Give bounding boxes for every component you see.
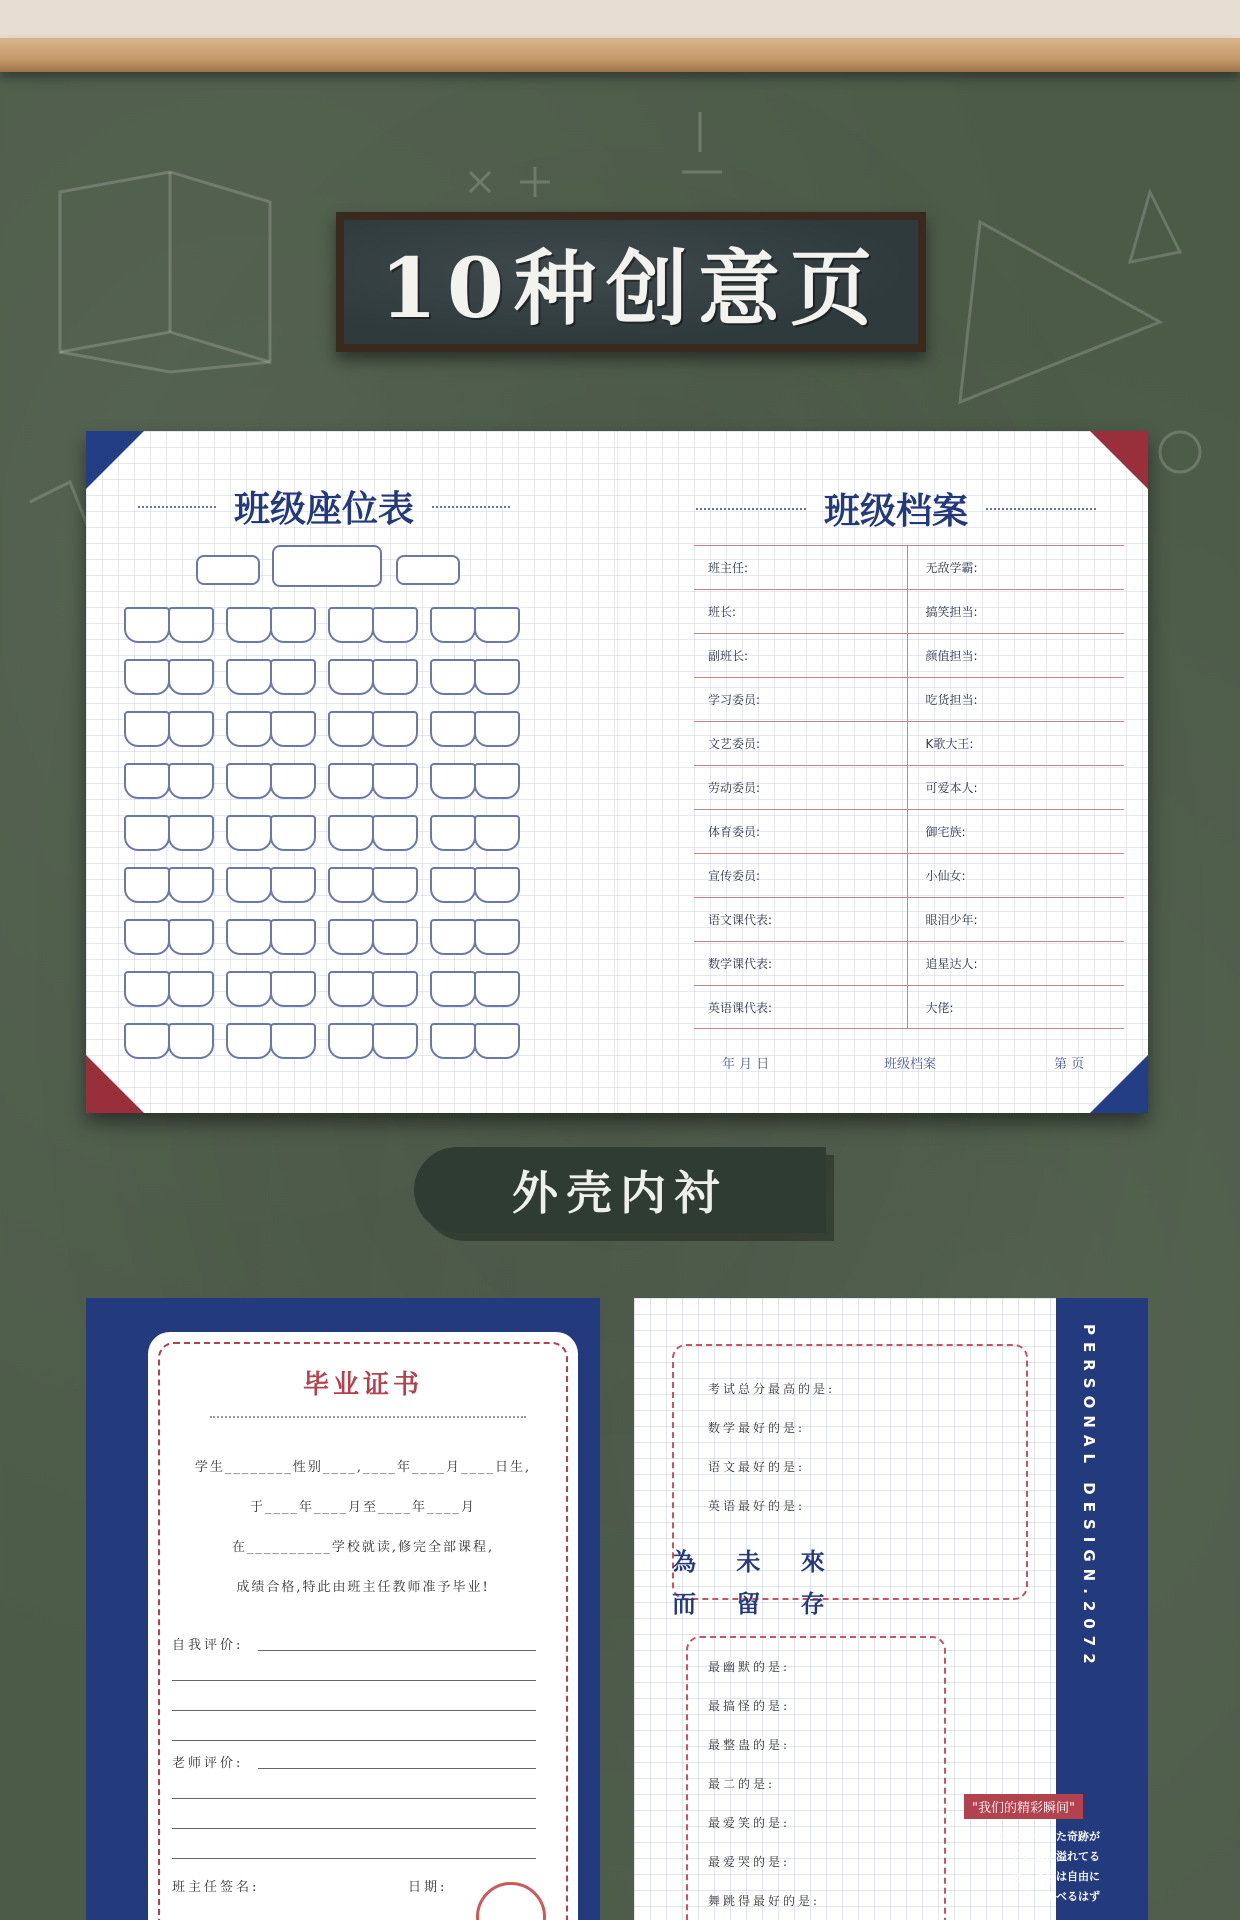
lyric-line: この胸に溢れてる xyxy=(1012,1850,1100,1863)
question-item: 最搞怪的是: xyxy=(708,1699,791,1713)
seat-group xyxy=(226,763,314,799)
question-item: 考试总分最高的是: xyxy=(708,1382,836,1396)
corner-bottom-right xyxy=(1090,1055,1148,1113)
certificate-card xyxy=(148,1332,578,1920)
archive-row xyxy=(694,985,1124,1029)
seat xyxy=(270,971,316,1007)
cert-date-label: 日期: xyxy=(408,1880,448,1895)
archive-field: 无敌学霸: xyxy=(907,546,1125,589)
seat xyxy=(124,711,170,747)
seat xyxy=(430,971,476,1007)
seat-group xyxy=(328,971,416,1007)
seat xyxy=(168,1023,214,1059)
seat-group xyxy=(328,919,416,955)
seat-group xyxy=(430,711,518,747)
seat xyxy=(168,867,214,903)
archive-field: 追星达人: xyxy=(907,942,1125,985)
seat xyxy=(430,867,476,903)
self-eval-label: 自我评价: xyxy=(172,1638,244,1653)
archive-field: 语文课代表: xyxy=(708,913,773,927)
seat xyxy=(124,659,170,695)
seat xyxy=(226,763,272,799)
archive-field: 颜值担当: xyxy=(907,634,1125,677)
seat xyxy=(226,659,272,695)
seat-group xyxy=(328,607,416,643)
certificate-line-2: 于____年____月至____年____月 xyxy=(249,1500,476,1515)
chalk-ledge xyxy=(0,38,1240,72)
archive-footer-date: 年 月 日 xyxy=(722,1057,770,1072)
title-sign-text: 10种创意页 xyxy=(379,240,883,337)
certificate-line-3: 在__________学校就读,修完全部课程, xyxy=(231,1540,495,1555)
seat-group xyxy=(430,919,518,955)
archive-field: 眼泪少年: xyxy=(907,898,1125,941)
seat-row xyxy=(124,971,518,1007)
seat xyxy=(328,919,374,955)
seat xyxy=(474,711,520,747)
seating-title: 班级座位表 xyxy=(234,488,415,530)
archive-row xyxy=(694,941,1124,985)
question-item: 舞跳得最好的是: xyxy=(708,1894,821,1908)
archive-field: 文艺委员: xyxy=(708,737,761,751)
certificate-title: 毕业证书 xyxy=(302,1370,423,1400)
seat xyxy=(430,919,476,955)
seat xyxy=(226,1023,272,1059)
dotted-rule xyxy=(138,506,216,508)
seat xyxy=(474,919,520,955)
seat-group xyxy=(328,867,416,903)
archive-field: 大佬: xyxy=(907,986,1125,1028)
question-item: 最爱笑的是: xyxy=(708,1816,791,1830)
archive-row xyxy=(694,589,1124,633)
question-item: 数学最好的是: xyxy=(708,1421,806,1435)
lyric-line: きっと今は自由に xyxy=(1012,1870,1100,1883)
question-item: 英语最好的是: xyxy=(708,1499,806,1513)
archive-field: 搞笑担当: xyxy=(907,590,1125,633)
archive-field: 副班长: xyxy=(708,649,749,663)
phrase-preserve: 而 留 存 xyxy=(672,1589,841,1618)
certificate-line-1: 学生________性别____,____年____月____日生, xyxy=(194,1460,532,1475)
seat xyxy=(474,815,520,851)
archive-title: 班级档案 xyxy=(824,490,969,532)
archive-field: 学习委员: xyxy=(708,693,761,707)
archive-field: 体育委员: xyxy=(708,825,761,839)
seat xyxy=(226,711,272,747)
seat xyxy=(124,815,170,851)
seat-group xyxy=(430,607,518,643)
seat xyxy=(474,607,520,643)
seat-group xyxy=(430,867,518,903)
spread-seating-archive xyxy=(86,431,1148,1113)
seat-group xyxy=(430,971,518,1007)
seat xyxy=(270,919,316,955)
seat xyxy=(372,659,418,695)
seat xyxy=(168,711,214,747)
seat-group xyxy=(430,815,518,851)
seat xyxy=(124,1023,170,1059)
seat xyxy=(474,659,520,695)
certificate-separator xyxy=(210,1416,526,1418)
archive-row xyxy=(694,765,1124,809)
signature-label: 班主任签名: xyxy=(172,1880,260,1895)
archive-field: 英语课代表: xyxy=(708,1000,773,1015)
archive-table xyxy=(694,545,1124,1029)
writing-line xyxy=(258,1768,536,1769)
question-item: 语文最好的是: xyxy=(708,1460,806,1474)
writing-line xyxy=(258,1650,536,1651)
archive-field: 数学课代表: xyxy=(708,957,773,971)
seat xyxy=(474,1023,520,1059)
seat-group xyxy=(124,607,212,643)
writing-line xyxy=(172,1710,536,1711)
personal-design-text: PERSONAL DESIGN.2072 xyxy=(1080,1324,1098,1671)
archive-field: 班主任: xyxy=(708,561,749,575)
seat-group xyxy=(430,1023,518,1059)
seat-row xyxy=(124,867,518,903)
lyric-line: 君と出会った奇跡が xyxy=(1001,1830,1100,1843)
seat-group xyxy=(124,815,212,851)
seat-group xyxy=(124,867,212,903)
seat xyxy=(226,867,272,903)
archive-field: 可爱本人: xyxy=(907,766,1125,809)
seat xyxy=(474,867,520,903)
seating-grid xyxy=(124,607,518,1075)
seat xyxy=(430,763,476,799)
seat-group xyxy=(124,763,212,799)
archive-row xyxy=(694,677,1124,721)
seat xyxy=(270,659,316,695)
archive-field: 班长: xyxy=(708,605,737,619)
certificate-line-4: 成绩合格,特此由班主任教师准予毕业! xyxy=(236,1580,490,1595)
seat-group xyxy=(124,1023,212,1059)
seat xyxy=(226,607,272,643)
dotted-rule xyxy=(432,506,510,508)
archive-row xyxy=(694,809,1124,853)
archive-title-group xyxy=(696,483,1096,534)
seat-group xyxy=(328,659,416,695)
seat xyxy=(168,815,214,851)
navy-side-band xyxy=(1056,1298,1148,1920)
seat xyxy=(168,971,214,1007)
question-item: 最幽默的是: xyxy=(708,1660,791,1674)
seat xyxy=(270,711,316,747)
writing-line xyxy=(172,1680,536,1681)
seat xyxy=(270,815,316,851)
seat-row xyxy=(124,1023,518,1059)
seat-row xyxy=(124,815,518,851)
seat xyxy=(270,607,316,643)
section-sign xyxy=(414,1147,826,1233)
teacher-eval-label: 老师评价: xyxy=(172,1756,244,1771)
archive-field: 吃货担当: xyxy=(907,678,1125,721)
seat xyxy=(270,763,316,799)
wall-strip xyxy=(0,0,1240,38)
seat xyxy=(168,763,214,799)
seat-group xyxy=(226,867,314,903)
archive-row xyxy=(694,853,1124,897)
seat-row xyxy=(124,919,518,955)
lyric-line: 空も飛べるはず xyxy=(1023,1890,1100,1903)
seat-group xyxy=(124,971,212,1007)
seat-group xyxy=(124,919,212,955)
seat xyxy=(124,867,170,903)
seat xyxy=(124,763,170,799)
archive-field: 宣传委员: xyxy=(708,869,761,883)
seat xyxy=(226,919,272,955)
seat xyxy=(328,607,374,643)
seat xyxy=(270,867,316,903)
seat xyxy=(372,971,418,1007)
archive-field: 小仙女: xyxy=(907,854,1125,897)
seat-group xyxy=(124,659,212,695)
archive-field: K歌大王: xyxy=(907,722,1125,765)
archive-footer-name: 班级档案 xyxy=(884,1057,937,1072)
seat xyxy=(328,815,374,851)
seat xyxy=(372,763,418,799)
seat-group xyxy=(328,1023,416,1059)
seat xyxy=(226,815,272,851)
seat xyxy=(474,763,520,799)
seat-group xyxy=(430,763,518,799)
seat-group xyxy=(226,815,314,851)
seat-group xyxy=(328,815,416,851)
seat xyxy=(124,919,170,955)
writing-line xyxy=(172,1858,536,1859)
seat-row xyxy=(124,659,518,695)
memory-page xyxy=(634,1298,1148,1920)
seat xyxy=(372,1023,418,1059)
seat xyxy=(328,971,374,1007)
title-sign xyxy=(336,212,926,352)
seat xyxy=(270,1023,316,1059)
seat xyxy=(372,607,418,643)
seat-row xyxy=(124,711,518,747)
dotted-rule xyxy=(696,508,806,510)
seat xyxy=(328,763,374,799)
seat xyxy=(328,867,374,903)
certificate-page xyxy=(86,1298,600,1920)
archive-row xyxy=(694,633,1124,677)
section-sign-text: 外壳内衬 xyxy=(512,1166,728,1220)
archive-row xyxy=(694,721,1124,765)
seat xyxy=(430,659,476,695)
writing-line xyxy=(172,1740,536,1741)
question-item: 最整蛊的是: xyxy=(708,1738,791,1752)
seat xyxy=(328,1023,374,1059)
seat-group xyxy=(226,659,314,695)
seat-group xyxy=(430,659,518,695)
seat xyxy=(168,659,214,695)
seat xyxy=(430,711,476,747)
certificate-dashed-border xyxy=(158,1342,568,1920)
seat xyxy=(430,815,476,851)
archive-row xyxy=(694,897,1124,941)
seat-group xyxy=(124,711,212,747)
seat xyxy=(168,919,214,955)
seat xyxy=(226,971,272,1007)
seat xyxy=(328,659,374,695)
podium-left xyxy=(196,555,260,585)
teacher-desk xyxy=(272,545,382,587)
seat-group xyxy=(328,763,416,799)
question-item: 最爱哭的是: xyxy=(708,1855,791,1869)
dotted-rule xyxy=(986,508,1096,510)
moments-tag: "我们的精彩瞬间" xyxy=(964,1794,1083,1819)
seat xyxy=(328,711,374,747)
writing-line xyxy=(172,1798,536,1799)
archive-field: 御宅族: xyxy=(907,810,1125,853)
seat-group xyxy=(226,711,314,747)
seat-group xyxy=(226,607,314,643)
seat-row xyxy=(124,763,518,799)
seating-title-group xyxy=(138,481,510,532)
seat xyxy=(474,971,520,1007)
seat-group xyxy=(328,711,416,747)
archive-field: 劳动委员: xyxy=(708,781,761,795)
seat xyxy=(372,815,418,851)
seat-group xyxy=(226,971,314,1007)
seat xyxy=(124,971,170,1007)
seat xyxy=(372,919,418,955)
writing-line xyxy=(172,1828,536,1829)
seat xyxy=(372,711,418,747)
archive-row xyxy=(694,545,1124,589)
corner-top-left xyxy=(86,431,144,489)
podium-right xyxy=(396,555,460,585)
seat-group xyxy=(226,1023,314,1059)
seat-row xyxy=(124,607,518,643)
seat xyxy=(430,1023,476,1059)
phrase-future: 為 未 來 xyxy=(672,1547,841,1576)
seat xyxy=(430,607,476,643)
corner-top-right xyxy=(1090,431,1148,489)
question-item: 最二的是: xyxy=(708,1777,776,1791)
seat xyxy=(168,607,214,643)
seat-group xyxy=(226,919,314,955)
seat xyxy=(124,607,170,643)
seat xyxy=(372,867,418,903)
title-sign-board xyxy=(344,220,918,344)
archive-footer-page: 第 页 xyxy=(1054,1057,1085,1072)
